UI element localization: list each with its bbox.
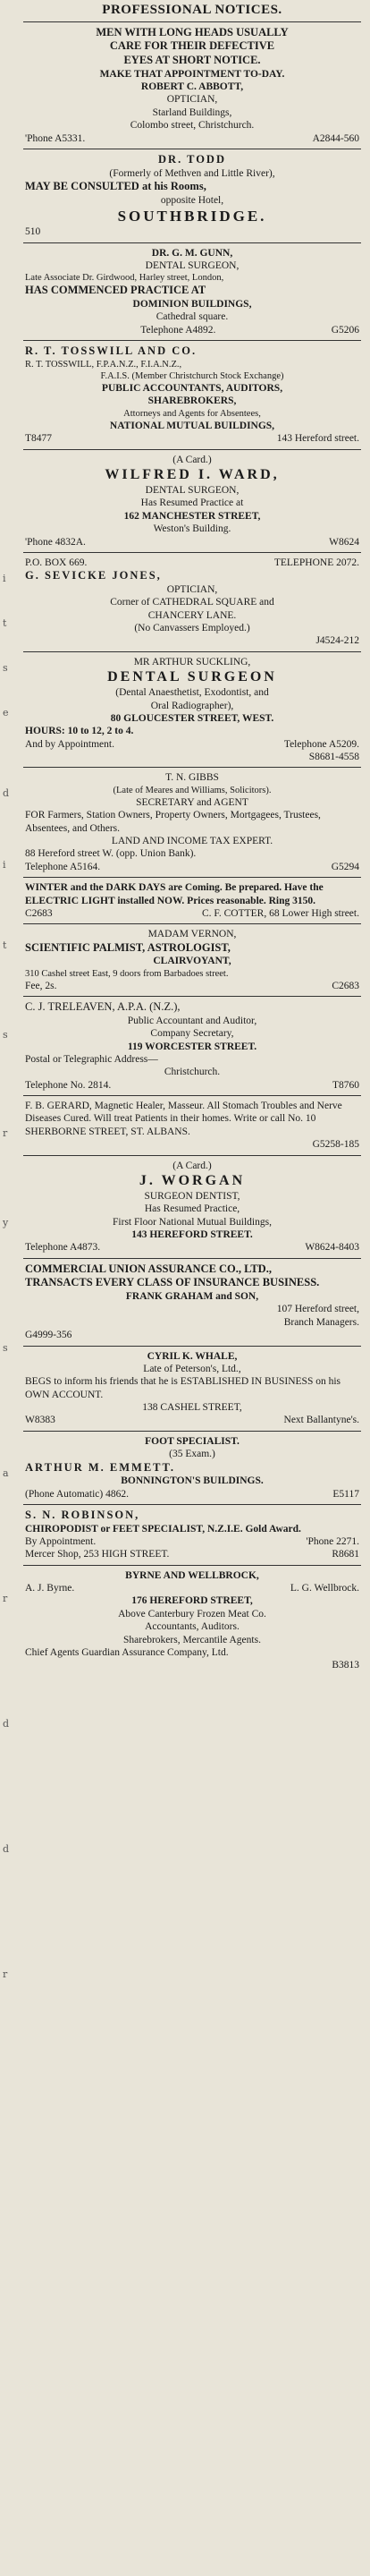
ad-address: C. F. COTTER, 68 Lower High street.: [201, 907, 359, 919]
ad-code: J4524-212: [315, 635, 359, 647]
ad-text: PUBLIC ACCOUNTANTS, AUDITORS,: [101, 383, 283, 394]
margin-letter: s: [3, 1342, 8, 1354]
notice-cotter: [23, 877, 361, 923]
ad-phone: 'Phone A5331.: [25, 132, 86, 144]
ad-place: SOUTHBRIDGE.: [117, 207, 267, 225]
ad-text: FRANK GRAHAM and SON,: [125, 1291, 259, 1302]
ad-text: Late of Peterson's, Ltd.,: [143, 1363, 241, 1374]
ad-code: E5117: [332, 1488, 359, 1500]
ad-text: CHIROPODIST or FEET SPECIALIST, N.Z.I.E. Gold Award.: [25, 1523, 301, 1535]
margin-letter: r: [3, 1127, 8, 1139]
ad-text: (35 Exam.): [169, 1449, 215, 1460]
ad-text: Sharebrokers, Mercantile Agents.: [123, 1634, 261, 1645]
ad-headline: MEN WITH LONG HEADS USUALLY: [96, 25, 289, 38]
ad-address: Colombo street, Christchurch.: [130, 120, 255, 132]
ad-text: (No Canvassers Employed.): [134, 623, 250, 633]
ad-text: First Floor National Mutual Buildings,: [113, 1216, 272, 1228]
ad-name: CYRIL K. WHALE,: [147, 1350, 238, 1362]
notice-gunn: [23, 242, 361, 341]
ad-text: Late Associate Dr. Girdwood, Harley street, London,: [25, 273, 224, 284]
ad-text: 162 MANCHESTER STREET,: [123, 510, 261, 522]
ad-text: Cathedral square.: [156, 311, 229, 323]
ad-address: 119 WORCESTER STREET.: [127, 1041, 257, 1052]
ad-address: 143 HEREFORD STREET.: [131, 1229, 253, 1240]
ad-phone: Telephone A5164.: [25, 861, 101, 872]
ad-name: G. SEVICKE JONES,: [25, 569, 162, 582]
ad-text: opposite Hotel,: [160, 194, 224, 206]
margin-letter: i: [3, 859, 6, 871]
ad-code: S8681-4558: [308, 752, 359, 762]
ad-text: F. B. GERARD, Magnetic Healer, Masseur. All Stomach Troubles and Nerve Diseases Cured. Will treat Patients in their homes. Write or call No. 10 SHERBORNE STREET, ST. ALBANS.: [25, 1101, 342, 1137]
ad-code: C2683: [332, 980, 359, 991]
notice-ward: [23, 449, 361, 552]
ad-text: HAS COMMENCED PRACTICE AT: [25, 284, 206, 297]
notice-gerard: [23, 1095, 361, 1155]
ad-code: G5294: [331, 861, 359, 872]
ad-text: FOR Farmers, Station Owners, Property Owners, Mortgagees, Trustees, Absentees, and Others.: [25, 810, 321, 834]
ad-headline: EYES AT SHORT NOTICE.: [123, 54, 261, 66]
ad-text: Fee, 2s.: [25, 980, 57, 991]
ad-text: NATIONAL MUTUAL BUILDINGS,: [109, 420, 275, 431]
notice-gibbs: [23, 767, 361, 877]
ad-name: ROBERT C. ABBOTT,: [140, 81, 244, 92]
notice-worgan: [23, 1155, 361, 1258]
ad-text: Christchurch.: [164, 1067, 221, 1078]
ad-code: G4999-356: [25, 1330, 72, 1341]
margin-letter: s: [3, 662, 8, 674]
ad-address: 143 Hereford street.: [276, 433, 359, 445]
ad-name: T. N. GIBBS: [165, 772, 219, 784]
ad-headline: SCIENTIFIC PALMIST, ASTROLOGIST,: [25, 940, 231, 954]
margin-letter: d: [3, 1718, 10, 1730]
ad-phone: Telephone A4892.: [140, 324, 216, 336]
page-title: PROFESSIONAL NOTICES.: [102, 3, 282, 17]
notice-vernon: [23, 923, 361, 996]
notice-suckling: [23, 651, 361, 768]
ad-address: 88 Hereford street W. (opp. Union Bank).: [25, 848, 197, 860]
ad-phone: TELEPHONE 2072.: [273, 557, 359, 568]
notice-treleaven: [23, 996, 361, 1095]
ad-text: Public Accountant and Auditor,: [127, 1015, 257, 1026]
ad-text: MAKE THAT APPOINTMENT TO-DAY.: [99, 68, 285, 80]
ad-headline: SECRETARY and AGENT: [136, 796, 248, 808]
ad-text: Attorneys and Agents for Absentees,: [123, 408, 261, 419]
ad-text: Above Canterbury Frozen Meat Co.: [118, 1608, 266, 1620]
ad-name: S. N. ROBINSON,: [25, 1508, 140, 1521]
ad-text: And by Appointment.: [25, 738, 114, 750]
ad-text: DENTAL SURGEON,: [145, 485, 240, 496]
margin-letter: y: [3, 1217, 9, 1228]
notice-commercial-union: [23, 1258, 361, 1346]
notice-tosswill: [23, 340, 361, 449]
ad-phone: 'Phone 2271.: [306, 1535, 359, 1547]
ad-text: (Formerly of Methven and Little River),: [109, 167, 275, 179]
margin-letter: a: [3, 1467, 9, 1479]
margin-letter: d: [3, 787, 10, 799]
ad-code: W8383: [25, 1415, 55, 1426]
ad-text: By Appointment.: [25, 1535, 97, 1547]
margin-letter: s: [3, 1029, 8, 1041]
left-margin-strip: [0, 0, 21, 2576]
ad-text: BEGS to inform his friends that he is ESTABLISHED IN BUSINESS on his OWN ACCOUNT.: [25, 1376, 341, 1400]
ad-headline: TRANSACTS EVERY CLASS OF INSURANCE BUSINESS.: [25, 1276, 320, 1289]
notice-emmett: [23, 1431, 361, 1504]
notice-robinson: [23, 1504, 361, 1565]
margin-letter: r: [3, 1593, 8, 1604]
ad-phone: Telephone No. 2814.: [25, 1079, 112, 1091]
ad-name: C. J. TRELEAVEN, A.P.A. (N.Z.),: [25, 1000, 181, 1014]
ad-text: (A Card.): [172, 454, 212, 465]
ad-address: 107 Hereford street,: [276, 1304, 359, 1315]
ad-text: A. J. Byrne.: [25, 1583, 75, 1594]
ad-code: A2844-560: [312, 132, 359, 144]
ad-text: LAND AND INCOME TAX EXPERT.: [111, 836, 273, 846]
margin-letter: i: [3, 573, 6, 584]
ad-text: CHANCERY LANE.: [147, 609, 237, 621]
ad-code: W8624-8403: [305, 1242, 359, 1254]
ad-address: 138 CASHEL STREET,: [142, 1402, 242, 1413]
ad-name: DR. TODD: [158, 152, 226, 166]
ad-text: Accountants, Auditors.: [145, 1621, 240, 1633]
ad-name: DR. G. M. GUNN,: [151, 247, 233, 259]
ad-name: R. T. TOSSWILL AND CO.: [25, 344, 198, 358]
ad-address: 176 HEREFORD STREET,: [131, 1595, 253, 1607]
ad-text: WINTER and the DARK DAYS are Coming. Be prepared. Have the ELECTRIC LIGHT installed NOW. Prices reasonable. Ring 3150.: [25, 882, 324, 906]
ad-code: T8760: [332, 1079, 359, 1091]
ad-headline: CARE FOR THEIR DEFECTIVE: [109, 39, 275, 53]
ad-code: B3813: [332, 1660, 359, 1671]
ad-text: Weston's Building.: [153, 523, 231, 535]
ad-text: F.A.I.S. (Member Christchurch Stock Exchange): [100, 370, 284, 381]
ad-text: Oral Radiographer),: [150, 700, 234, 711]
ad-code: W8624: [329, 536, 359, 548]
ad-code: G5206: [331, 324, 359, 336]
ad-address: BONNINGTON'S BUILDINGS.: [121, 1475, 264, 1487]
ad-phone: 'Phone 4832A.: [25, 536, 86, 548]
ad-text: (A Card.): [172, 1160, 212, 1171]
ad-address: 310 Cashel street East, 9 doors from Barbadoes street.: [25, 968, 229, 979]
ad-name: MR ARTHUR SUCKLING,: [133, 656, 251, 667]
ad-code: T8477: [25, 433, 53, 445]
ad-name: BYRNE AND WELLBROCK,: [125, 1569, 259, 1581]
ad-text: Has Resumed Practice at: [140, 497, 244, 509]
ad-name: J. WORGAN: [139, 1172, 246, 1188]
ad-name: MADAM VERNON,: [147, 929, 237, 940]
ad-phone: Telephone A4873.: [25, 1242, 101, 1254]
notice-sevicke-jones: [23, 552, 361, 651]
ad-text: (Late of Meares and Williams, Solicitors).: [113, 785, 272, 795]
ad-text: DENTAL SURGEON,: [145, 259, 240, 271]
notices-column: [23, 0, 361, 1676]
ad-text: Next Ballantyne's.: [283, 1415, 359, 1426]
ad-code: 510: [25, 226, 41, 238]
ad-text: SURGEON DENTIST,: [144, 1190, 240, 1202]
ad-text: HOURS: 10 to 12, 2 to 4.: [25, 726, 134, 737]
ad-name: ARTHUR M. EMMETT.: [25, 1460, 176, 1474]
notice-byrne-wellbrock: [23, 1565, 361, 1676]
ad-text: Chief Agents Guardian Assurance Company, Ltd.: [25, 1646, 229, 1658]
ad-text: Company Secretary,: [150, 1028, 234, 1040]
margin-letter: t: [3, 939, 7, 951]
ad-address: Mercer Shop, 253 HIGH STREET.: [25, 1549, 170, 1560]
margin-letter: e: [3, 707, 9, 718]
ad-headline: CLAIRVOYANT,: [153, 956, 231, 967]
ad-code: R8681: [332, 1549, 359, 1560]
ad-headline: DENTAL SURGEON: [107, 669, 277, 685]
ad-text: Starland Buildings,: [152, 106, 232, 118]
ad-code: C2683: [25, 907, 53, 919]
ad-text: R. T. TOSSWILL, F.P.A.N.Z., F.I.A.N.Z.,: [25, 359, 182, 370]
ad-text: P.O. BOX 669.: [25, 557, 88, 568]
ad-text: Has Resumed Practice,: [144, 1203, 240, 1215]
notice-todd: [23, 149, 361, 242]
ad-text: SHAREBROKERS,: [147, 395, 237, 407]
notice-whale: [23, 1346, 361, 1431]
notice-abbott: [23, 21, 361, 149]
ad-name: COMMERCIAL UNION ASSURANCE CO., LTD.,: [25, 1262, 272, 1275]
ad-phone: Telephone A5209.: [283, 738, 359, 750]
ad-address: 80 GLOUCESTER STREET, WEST.: [110, 712, 274, 724]
margin-letter: r: [3, 1968, 8, 1980]
ad-text: L. G. Wellbrock.: [290, 1583, 359, 1594]
ad-text: Corner of CATHEDRAL SQUARE and: [110, 597, 274, 608]
ad-text: (Dental Anaesthetist, Exodontist, and: [115, 687, 269, 699]
ad-headline: FOOT SPECIALIST.: [145, 1435, 240, 1447]
ad-text: OPTICIAN,: [166, 94, 218, 106]
ad-code: G5258-185: [312, 1139, 359, 1151]
ad-text: Branch Managers.: [283, 1316, 359, 1328]
ad-text: DOMINION BUILDINGS,: [132, 299, 252, 310]
margin-letter: d: [3, 1843, 10, 1855]
ad-text: OPTICIAN,: [166, 583, 218, 595]
ad-text: MAY BE CONSULTED at his Rooms,: [25, 179, 206, 192]
ad-phone: (Phone Automatic) 4862.: [25, 1488, 129, 1500]
ad-text: Postal or Telegraphic Address—: [25, 1053, 158, 1065]
margin-letter: t: [3, 617, 7, 629]
ad-name: WILFRED I. WARD,: [105, 467, 280, 482]
